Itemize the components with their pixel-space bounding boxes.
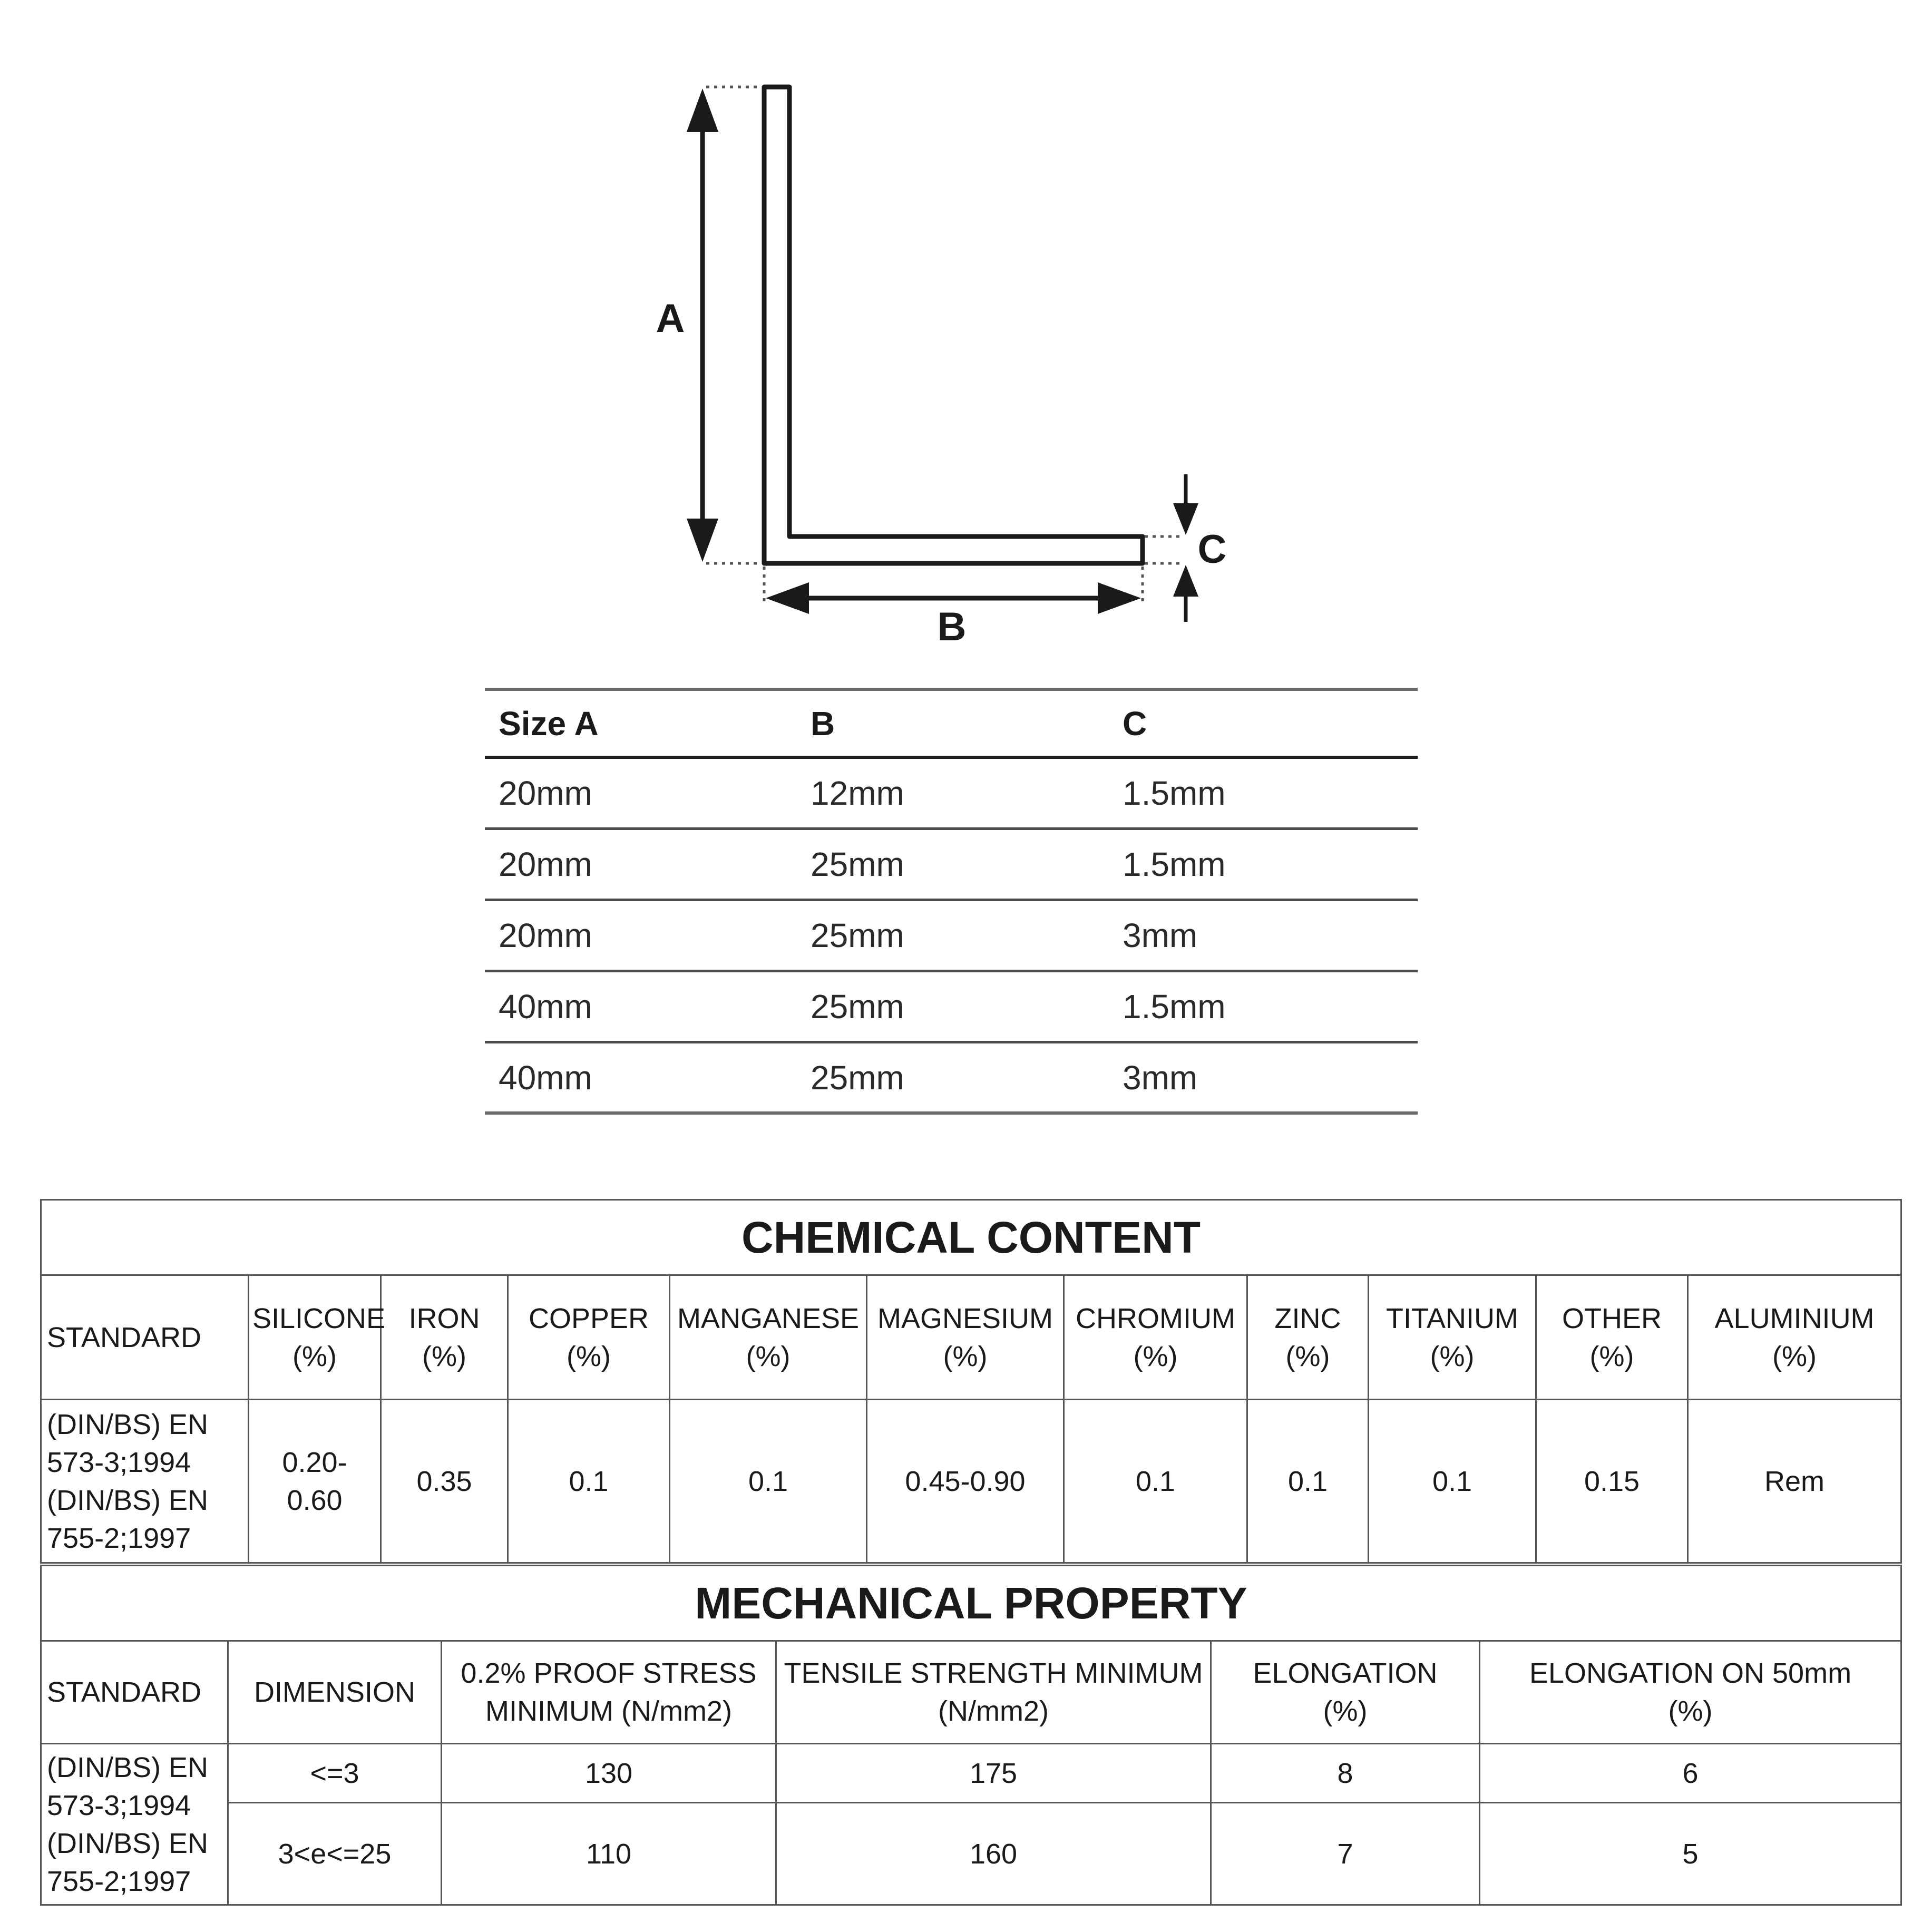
mechanical-value-elongation-50mm: 6	[1480, 1744, 1901, 1803]
size-cell-a: 40mm	[499, 988, 592, 1026]
size-table-header	[485, 688, 1418, 759]
size-header-a: Size A	[499, 704, 599, 743]
size-cell-a: 20mm	[499, 774, 592, 812]
mechanical-header-proof-stress: 0.2% PROOF STRESS MINIMUM (N/mm2)	[442, 1641, 776, 1744]
mechanical-value-proof-stress: 110	[442, 1803, 776, 1905]
dimension-c-label: C	[1197, 527, 1227, 572]
chemical-value-manganese: 0.1	[670, 1400, 867, 1563]
size-table-row	[485, 972, 1418, 1043]
size-cell-b: 25mm	[811, 988, 904, 1026]
mechanical-value-elongation: 7	[1211, 1803, 1480, 1905]
chemical-header-copper: COPPER (%)	[508, 1275, 670, 1400]
size-cell-c: 1.5mm	[1123, 774, 1226, 812]
chemical-header-other: OTHER (%)	[1536, 1275, 1688, 1400]
mechanical-header-dimension: DIMENSION	[228, 1641, 442, 1744]
dimension-a-arrow	[687, 89, 718, 562]
chemical-standard-cell: (DIN/BS) EN 573-3;1994 (DIN/BS) EN 755-2;1997	[41, 1400, 249, 1563]
chemical-content-title: CHEMICAL CONTENT	[41, 1200, 1901, 1275]
size-header-b: B	[811, 704, 835, 743]
chemical-value-magnesium: 0.45-0.90	[867, 1400, 1064, 1563]
chemical-value-copper: 0.1	[508, 1400, 670, 1563]
mechanical-property-table	[40, 1565, 1902, 1906]
size-header-c: C	[1123, 704, 1147, 743]
size-cell-c: 1.5mm	[1123, 988, 1226, 1026]
mechanical-value-dimension: <=3	[228, 1744, 442, 1803]
mechanical-value-proof-stress: 130	[442, 1744, 776, 1803]
mechanical-header-tensile-strength: TENSILE STRENGTH MINIMUM (N/mm2)	[776, 1641, 1211, 1744]
chemical-header-magnesium: MAGNESIUM (%)	[867, 1275, 1064, 1400]
mechanical-header-standard: STANDARD	[41, 1641, 228, 1744]
chemical-value-chromium: 0.1	[1064, 1400, 1247, 1563]
chemical-value-aluminium: Rem	[1688, 1400, 1901, 1563]
angle-profile-shape	[764, 87, 1143, 563]
chemical-header-iron: IRON (%)	[381, 1275, 508, 1400]
size-cell-b: 12mm	[811, 774, 904, 812]
dimension-a-label: A	[656, 296, 685, 341]
size-cell-c: 3mm	[1123, 1058, 1198, 1097]
chemical-value-silicone: 0.20- 0.60	[249, 1400, 381, 1563]
chemical-header-titanium: TITANIUM (%)	[1369, 1275, 1536, 1400]
size-cell-b: 25mm	[811, 916, 904, 954]
dimension-c-arrows	[1173, 474, 1198, 622]
size-table-row	[485, 830, 1418, 901]
size-cell-b: 25mm	[811, 1058, 904, 1097]
size-cell-a: 40mm	[499, 1058, 592, 1097]
mechanical-header-elongation-50mm: ELONGATION ON 50mm (%)	[1480, 1641, 1901, 1744]
mechanical-header-elongation: ELONGATION (%)	[1211, 1641, 1480, 1744]
size-cell-a: 20mm	[499, 845, 592, 883]
chemical-value-other: 0.15	[1536, 1400, 1688, 1563]
chemical-header-chromium: CHROMIUM (%)	[1064, 1275, 1247, 1400]
chemical-value-zinc: 0.1	[1247, 1400, 1369, 1563]
chemical-value-iron: 0.35	[381, 1400, 508, 1563]
mechanical-standard-cell: (DIN/BS) EN 573-3;1994 (DIN/BS) EN 755-2;1997	[41, 1744, 228, 1905]
chemical-header-aluminium: ALUMINIUM (%)	[1688, 1275, 1901, 1400]
chemical-header-standard: STANDARD	[41, 1275, 249, 1400]
chemical-header-zinc: ZINC (%)	[1247, 1275, 1369, 1400]
size-table-row	[485, 901, 1418, 972]
size-cell-b: 25mm	[811, 845, 904, 883]
mechanical-value-elongation: 8	[1211, 1744, 1480, 1803]
size-cell-a: 20mm	[499, 916, 592, 954]
chemical-value-titanium: 0.1	[1369, 1400, 1536, 1563]
size-table	[485, 688, 1418, 1115]
dimension-b-label: B	[937, 604, 967, 649]
mechanical-value-tensile-strength: 160	[776, 1803, 1211, 1905]
size-table-row	[485, 759, 1418, 830]
chemical-content-table	[40, 1199, 1902, 1564]
mechanical-value-tensile-strength: 175	[776, 1744, 1211, 1803]
chemical-header-manganese: MANGANESE (%)	[670, 1275, 867, 1400]
size-cell-c: 3mm	[1123, 916, 1198, 954]
size-table-row	[485, 1043, 1418, 1115]
mechanical-value-elongation-50mm: 5	[1480, 1803, 1901, 1905]
mechanical-property-title: MECHANICAL PROPERTY	[41, 1566, 1901, 1641]
size-cell-c: 1.5mm	[1123, 845, 1226, 883]
mechanical-value-dimension: 3<e<=25	[228, 1803, 442, 1905]
chemical-header-silicone: SILICONE (%)	[249, 1275, 381, 1400]
